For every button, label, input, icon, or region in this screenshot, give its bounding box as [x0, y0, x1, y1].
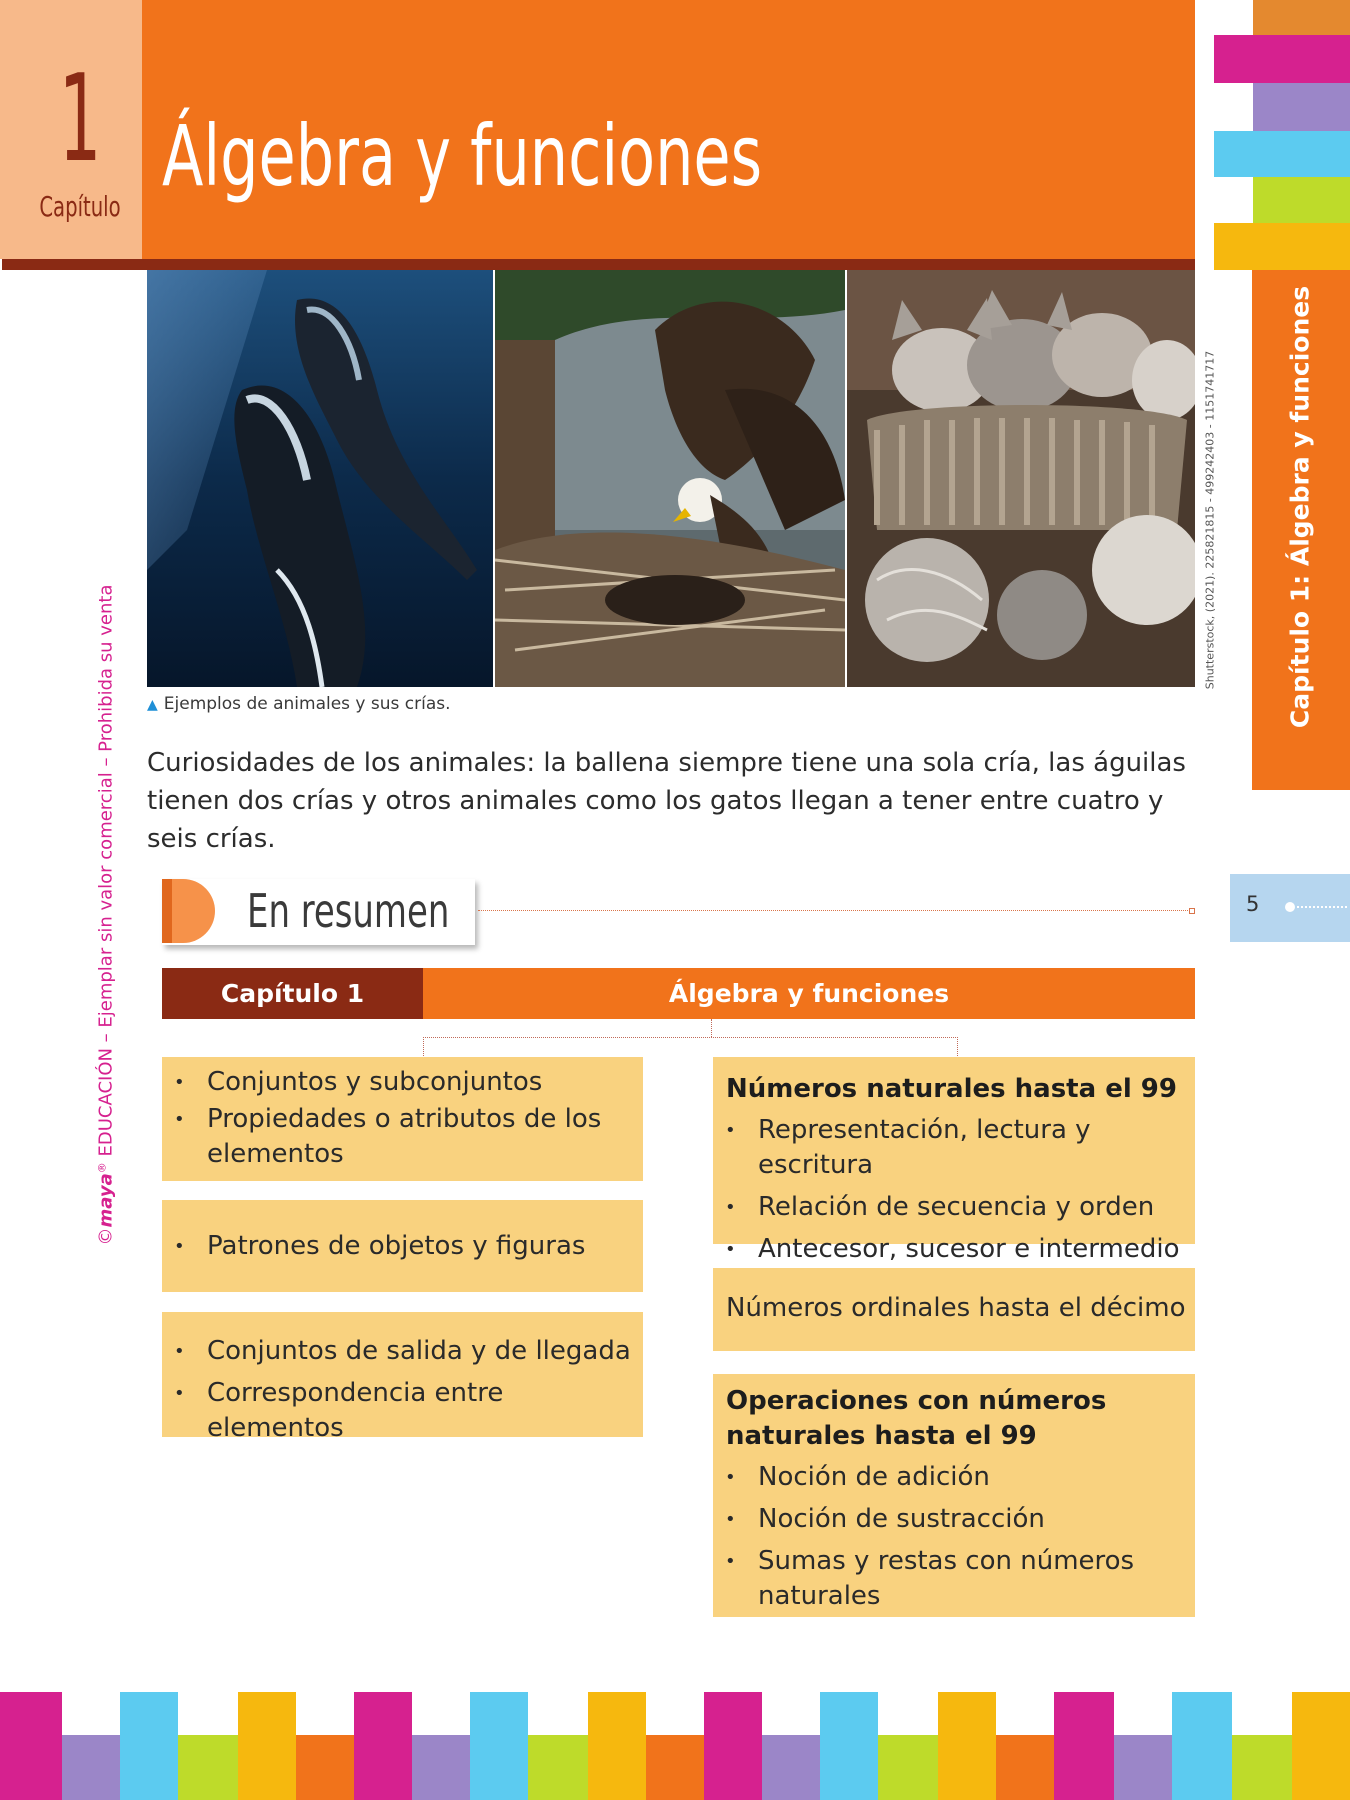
- chapter-label: Capítulo 1: [220, 979, 365, 1008]
- deco-stripe: [1214, 131, 1350, 177]
- summary-box-sets: [162, 1057, 643, 1181]
- copyright-reg: ®: [95, 1162, 109, 1174]
- title-bar: [142, 0, 1195, 259]
- caption-text: Ejemplos de animales y sus crías.: [163, 694, 451, 714]
- intro-paragraph: Curiosidades de los animales: la ballena siempre tiene una sola cría, las águilas tienen dos crías y otros animales como los gatos llegan a tener entre cuatro y seis crías.: [147, 748, 1186, 854]
- list-item: • Conjuntos de salida y de llegada: [162, 1334, 643, 1369]
- copyright-symbol: ©: [95, 1227, 117, 1246]
- list-item: • Representación, lectura y escritura: [713, 1113, 1195, 1183]
- list-item: • Antecesor, sucesor e intermedio: [713, 1232, 1195, 1267]
- deco-stripe: [1253, 0, 1350, 35]
- whales-photo: [147, 270, 493, 687]
- header-rule: [2, 259, 1195, 270]
- page-dot-icon: [1285, 902, 1295, 912]
- deco-stripe: [1253, 83, 1350, 131]
- list-item: • Noción de sustracción: [713, 1502, 1195, 1537]
- side-tab-text: Capítulo 1: Álgebra y funciones: [1285, 285, 1315, 729]
- list-item: • Propiedades o atributos de los elementos: [162, 1102, 643, 1172]
- copyright-text: EDUCACIÓN – Ejemplar sin valor comercial – Prohibida su venta: [95, 584, 117, 1163]
- chapter-title: Álgebra y funciones: [668, 979, 950, 1008]
- box-heading: Números naturales hasta el 99: [726, 1074, 1177, 1104]
- box-text: Números ordinales hasta el décimo: [726, 1293, 1186, 1323]
- summary-box-patterns: [162, 1200, 643, 1292]
- summary-box-natural-numbers: [713, 1057, 1195, 1264]
- box-heading: Operaciones con números naturales hasta el 99: [726, 1386, 1107, 1451]
- list-item: • Correspondencia entre elementos: [162, 1376, 643, 1446]
- resumen-d-edge: [162, 879, 172, 943]
- copyright-brand: maya: [95, 1173, 117, 1228]
- list-item: • Noción de adición: [713, 1460, 1195, 1495]
- bottom-stripes: [0, 1692, 1350, 1800]
- page-dotted-line: [1297, 906, 1347, 908]
- deco-stripe: [1214, 223, 1350, 270]
- page-title: Álgebra y funciones: [162, 107, 763, 205]
- photo-caption: [147, 694, 451, 714]
- resumen-title: En resumen: [247, 884, 450, 938]
- photo-credit: Shutterstock, (2021). 225821815 - 499242403 - 1151741717: [1203, 350, 1217, 690]
- page-number: 5: [1246, 892, 1260, 916]
- list-item: • Conjuntos y subconjuntos: [162, 1065, 643, 1100]
- list-item: • Relación de secuencia y orden: [713, 1190, 1195, 1225]
- summary-connector: [423, 1019, 958, 1056]
- summary-box-ordinals: [713, 1268, 1195, 1351]
- list-item: • Sumas y restas con números naturales: [713, 1544, 1195, 1614]
- caption-triangle-icon: ▲: [147, 697, 158, 713]
- resumen-dotted-line: [478, 910, 1190, 911]
- resumen-line-end: [1189, 908, 1195, 914]
- summary-box-correspondence: [162, 1312, 643, 1443]
- kittens-photo: [847, 270, 1195, 687]
- copyright-notice: [96, 555, 117, 1275]
- list-item: • Patrones de objetos y figuras: [162, 1229, 643, 1264]
- deco-stripe: [1214, 35, 1350, 83]
- deco-stripe: [1253, 177, 1350, 223]
- eagle-photo: [495, 270, 845, 687]
- chapter-word: Capítulo: [39, 190, 121, 223]
- summary-box-operations: [713, 1374, 1195, 1617]
- chapter-number: 1: [58, 50, 102, 189]
